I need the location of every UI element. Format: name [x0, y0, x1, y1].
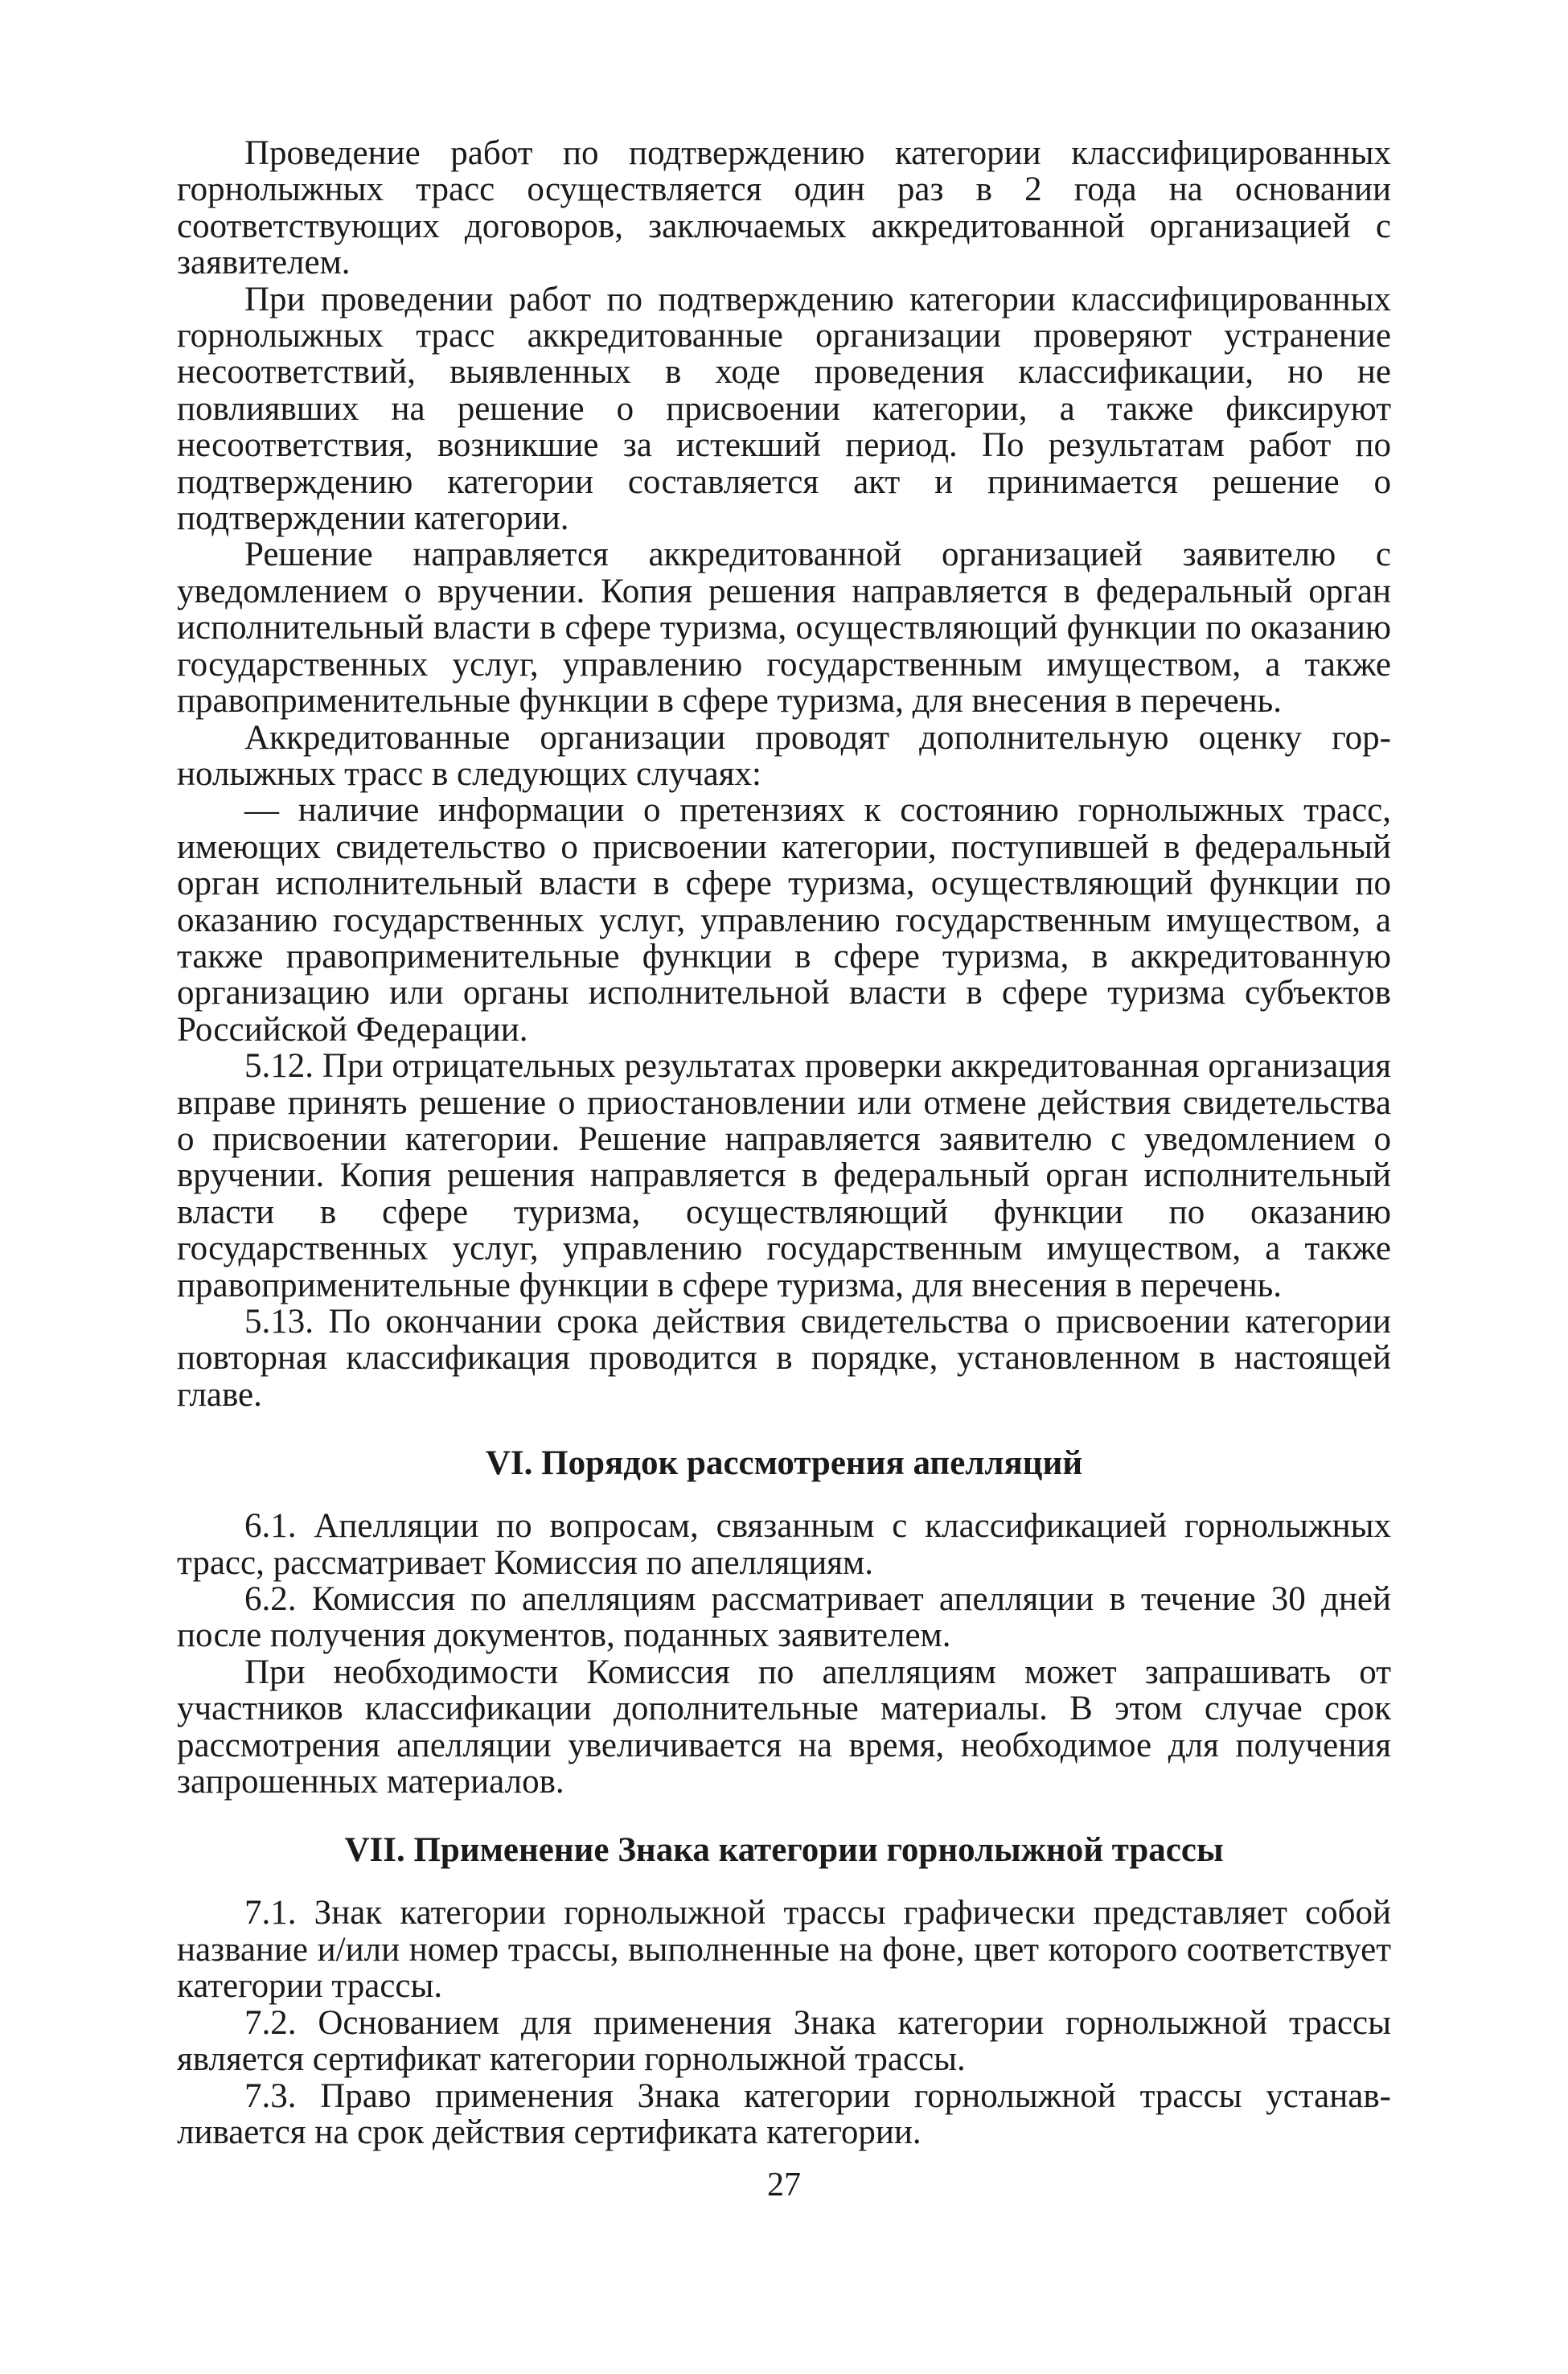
section-heading-appeals: VI. Порядок рассмотрения апелляций: [485, 1444, 1083, 1483]
paragraph-claims-case: — наличие информации о претензиях к состоянию горнолыжных трасс, имеющих свидетельство о присвоении категории, поступившей в федеральный орган исполнительный власти в сфере туризма, осуществляющий функции по оказанию государственных услуг, управлению государственным имуществом, а также правоприменительные функции в сфере туризма, в аккредитованную организацию или органы исполнительной власти в сфере туризма субъектов Российской Федерации.: [177, 791, 1391, 1049]
paragraph-7-1: 7.1. Знак категории горнолыжной трассы графически представляет собой название и/или номер трассы, выполненные на фоне, цвет которого соответствует категории трассы.: [177, 1894, 1391, 2006]
page-number: 27: [767, 2167, 801, 2204]
paragraph-7-3: 7.3. Право применения Знака категории горнолыжной трассы устанавливается на срок действия сертификата категории.: [177, 2076, 1391, 2151]
paragraph-additional-assessment: Аккредитованные организации проводят дополнительную оценку горнолыжных трасс в следующих случаях:: [177, 718, 1391, 793]
paragraph-6-additional: При необходимости Комиссия по апелляциям может запрашивать от участников классификации дополнительные материалы. В этом случае срок рассмотрения апелляции увеличивается на время, необходимое для получения запрошенных материалов.: [177, 1653, 1391, 1801]
paragraph-confirmation-works: При проведении работ по подтверждению категории классифицированных горнолыжных трасс аккредитованные организации проверяют устранение несоответствий, выявленных в ходе проведения классификации, но не повлиявших на решение о присвоении категории, а также фиксируют несоответствия, возникшие за истекший период. По результатам работ по подтверждению категории составляется акт и принимается решение о подтверждении категории.: [177, 280, 1391, 538]
paragraph-5-13: 5.13. По окончании срока действия свидетельства о присвоении категории повторная классификация проводится в порядке, установленном в настоящей главе.: [177, 1303, 1391, 1414]
paragraph-6-1: 6.1. Апелляции по вопросам, связанным с классификацией горнолыжных трасс, рассматривает Комиссия по апелляциям.: [177, 1507, 1391, 1582]
paragraph-5-12: 5.12. При отрицательных результатах проверки аккредитованная организация вправе принять решение о приостановлении или отмене действия свидетельства о присвоении категории. Решение направляется заявителю с уведомлением о вручении. Копия решения направляется в федеральный орган исполнительный власти в сфере туризма, осуществляющий функции по оказанию государственных услуг, управлению государственным имуществом, а также правоприменительные функции в сфере туризма, для внесения в перечень.: [177, 1047, 1391, 1304]
document-page: [177, 135, 1391, 2150]
paragraph-confirmation-intro: Проведение работ по подтверждению категории классифицированных горнолыжных трасс осуществляется один раз в 2 года на основании соответствующих договоров, заключаемых аккредитованной организацией с заявителем.: [177, 134, 1391, 282]
paragraph-decision-notice: Решение направляется аккредитованной организацией заявителю с уведомлением о вручении. Копия решения направляется в федеральный орган исполнительный власти в сфере туризма, осуществляющий функции по оказанию государственных услуг, управлению государственным имуществом, а также правоприменительные функции в сфере туризма, для внесения в перечень.: [177, 536, 1391, 721]
paragraph-6-2: 6.2. Комиссия по апелляциям рассматривает апелляции в течение 30 дней после получения документов, поданных заявителем.: [177, 1580, 1391, 1655]
paragraph-7-2: 7.2. Основанием для применения Знака категории горнолыжной трассы является сертификат категории горнолыжной трассы.: [177, 2003, 1391, 2079]
section-heading-sign-usage: VII. Применение Знака категории горнолыжной трассы: [344, 1831, 1224, 1870]
